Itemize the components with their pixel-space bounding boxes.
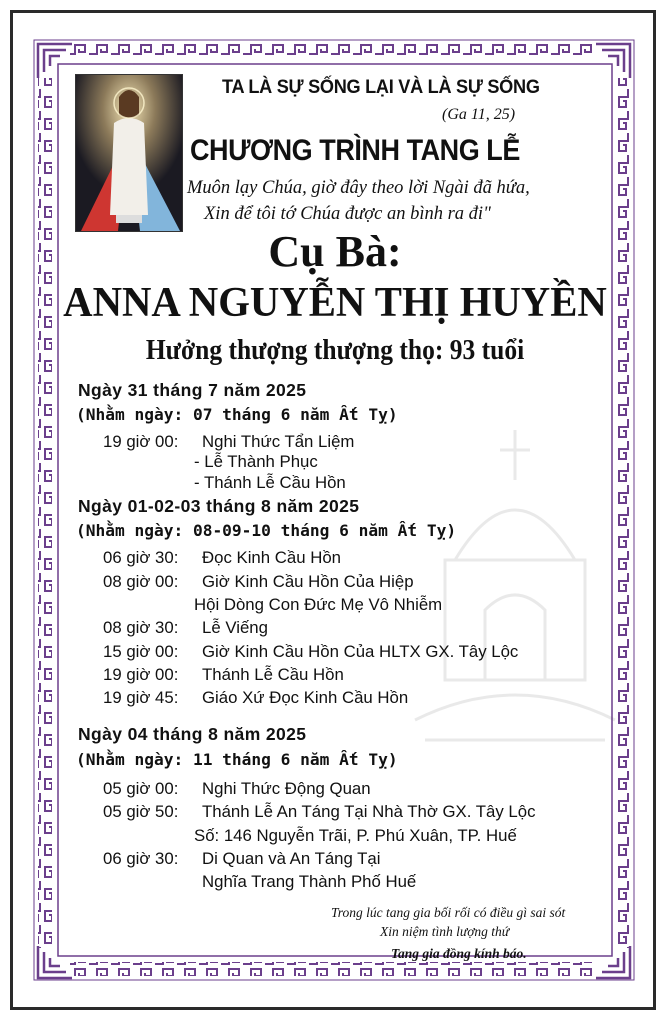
age-line: Hưởng thượng thượng thọ: 93 tuổi xyxy=(145,334,525,366)
day3-item-time: 05 giờ 00: xyxy=(103,779,179,798)
day1-item-text: Nghi Thức Tẩn Liệm xyxy=(202,432,355,451)
day2-item-time: 19 giờ 45: xyxy=(103,688,179,707)
day3-item-text: Nghi Thức Động Quan xyxy=(202,779,371,798)
program-title: CHƯƠNG TRÌNH TANG LỄ xyxy=(190,134,520,167)
day2-lunar: (Nhằm ngày: 08-09-10 tháng 6 năm Ất Tỵ) xyxy=(76,521,457,540)
day2-item-text: Giờ Kinh Cầu Hồn Của HLTX GX. Tây Lộc xyxy=(202,642,519,661)
day3-lunar: (Nhằm ngày: 11 tháng 6 năm Ất Tỵ) xyxy=(76,750,398,769)
day3-item-text: Thánh Lễ An Táng Tại Nhà Thờ GX. Tây Lộc xyxy=(202,802,536,821)
deceased-name: ANNA NGUYỄN THỊ HUYỀN xyxy=(63,280,607,326)
day2-date: Ngày 01-02-03 tháng 8 năm 2025 xyxy=(78,496,360,516)
day1-item-text: - Lễ Thành Phục xyxy=(194,452,318,471)
day2-item-time: 08 giờ 30: xyxy=(103,618,179,637)
scripture-reference: (Ga 11, 25) xyxy=(442,106,516,123)
day3-item-text: Số: 146 Nguyễn Trãi, P. Phú Xuân, TP. Huế xyxy=(194,826,517,845)
prayer-line-1: Muôn lạy Chúa, giờ đây theo lời Ngài đã hứa, xyxy=(187,178,530,198)
day1-item-text: - Thánh Lễ Cầu Hồn xyxy=(194,473,346,492)
day2-item-text: Đọc Kinh Cầu Hồn xyxy=(202,548,341,567)
day2-item-time: 06 giờ 30: xyxy=(103,548,179,567)
footer-note-2: Xin niệm tình lượng thứ xyxy=(380,924,510,939)
footer-note-1: Trong lúc tang gia bối rối có điều gì sai sót xyxy=(331,905,566,920)
day1-lunar: (Nhằm ngày: 07 tháng 6 năm Ất Tỵ) xyxy=(76,405,398,424)
day2-item-text: Thánh Lễ Cầu Hồn xyxy=(202,665,344,684)
day2-item-time: 19 giờ 00: xyxy=(103,665,179,684)
honorific: Cụ Bà: xyxy=(268,227,402,276)
day2-item-text: Giờ Kinh Cầu Hồn Của Hiệp xyxy=(202,572,414,591)
day2-item-time: 15 giờ 00: xyxy=(103,642,179,661)
day3-item-text: Di Quan và An Táng Tại xyxy=(202,849,381,868)
divine-mercy-image xyxy=(75,74,183,232)
day2-item-text: Lễ Viếng xyxy=(202,618,268,637)
day3-item-time: 06 giờ 30: xyxy=(103,849,179,868)
scripture-verse: TA LÀ SỰ SỐNG LẠI VÀ LÀ SỰ SỐNG xyxy=(222,76,540,98)
day1-date: Ngày 31 tháng 7 năm 2025 xyxy=(78,380,307,400)
day2-item-text: Hội Dòng Con Đức Mẹ Vô Nhiễm xyxy=(194,595,443,614)
day3-date: Ngày 04 tháng 8 năm 2025 xyxy=(78,724,307,744)
day1-item-time: 19 giờ 00: xyxy=(103,432,179,451)
church-watermark xyxy=(395,420,635,750)
day3-item-time: 05 giờ 50: xyxy=(103,802,179,821)
day3-item-text: Nghĩa Trang Thành Phố Huế xyxy=(202,872,417,891)
day2-item-time: 08 giờ 00: xyxy=(103,572,179,591)
prayer-line-2: Xin để tôi tớ Chúa được an bình ra đi" xyxy=(204,204,491,224)
footer-signature: Tang gia đồng kính báo. xyxy=(391,946,527,961)
day2-item-text: Giáo Xứ Đọc Kinh Cầu Hồn xyxy=(202,688,409,707)
